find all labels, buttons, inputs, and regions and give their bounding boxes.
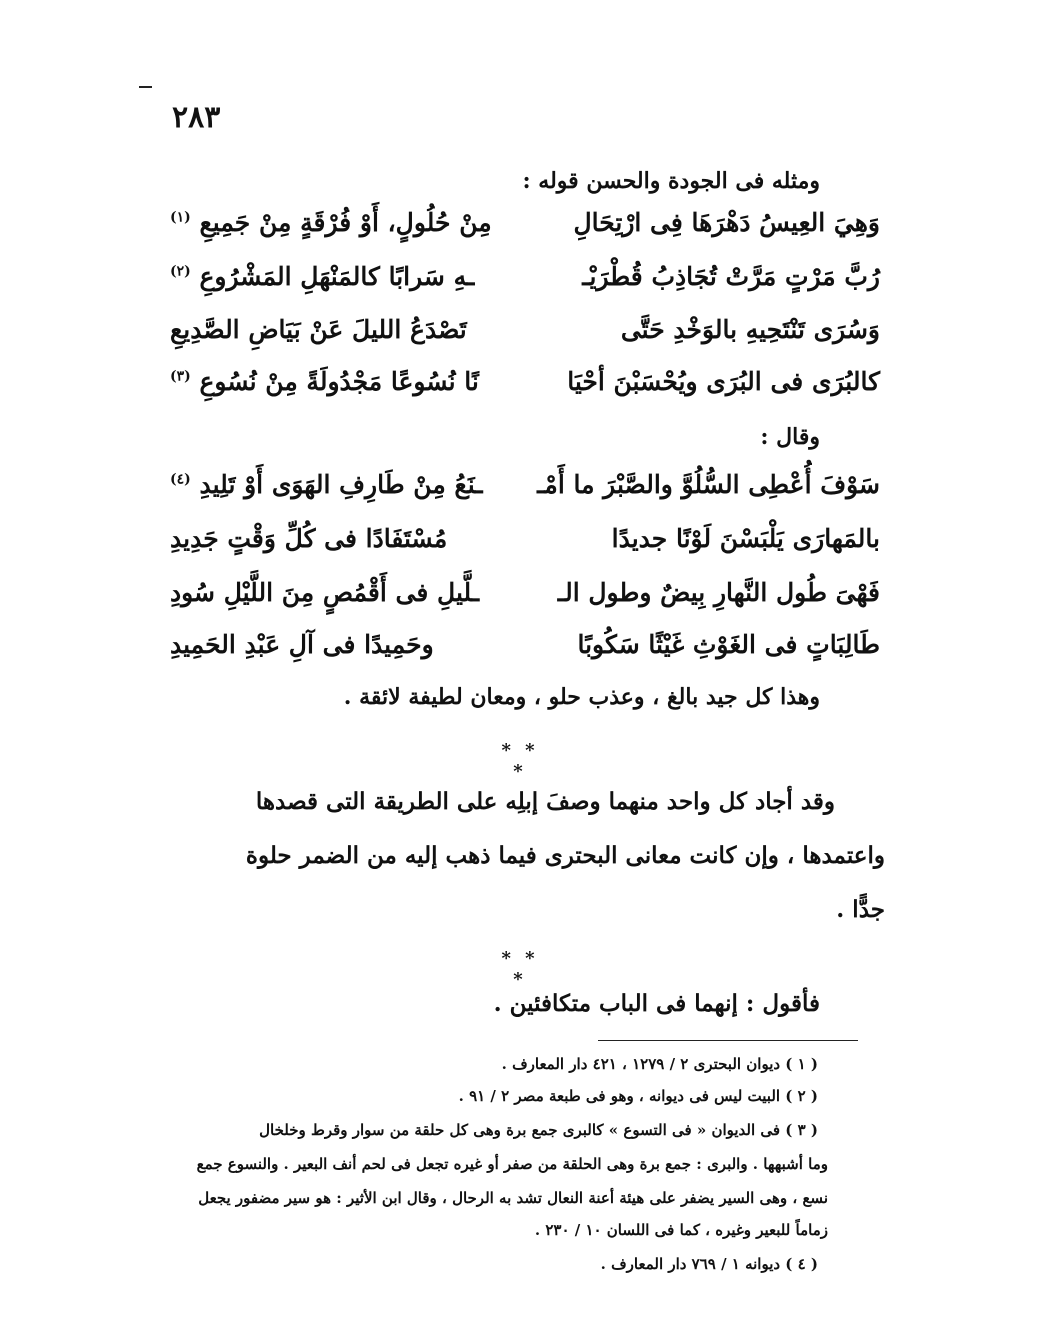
verse-1 [170,208,880,252]
verse-first-hemistich: وَسُرَى تَنْتَحِيهِ بالوَخْدِ حَتَّى [620,315,880,344]
final-line: فأقول : إنهما فى الباب متكافئين . [493,990,820,1017]
footnote-3-line-1: ( ٣ ) فى الديوان « فى التسوع » كالبرى جمع برة وهى كل حلقة من سوار وقرط وخلخال [259,1121,818,1139]
footnote-ref: (١) [170,209,191,226]
verse-6 [170,524,880,568]
verse-second-hemistich: ـنَعُ مِنْ طَارِفِ الهَوَى أَوْ تَلِيدِ $^{(٤)}$ [170,470,483,499]
footnote-3-line-2: وما أشبهها . والبرى : جمع برة وهى الحلقة من صفر أو غيره تجعل فى لحم أنف البعير . والنسوع جمع [196,1155,828,1173]
summary-line: وهذا كل جيد بالغ ، وعذب حلو ، ومعان لطيفة لائقة . [343,684,820,710]
paragraph-line: واعتمدها ، وإن كانت معانى البحترى فيما ذهب إليه من الضمر حلوة [245,842,885,869]
footnote-3-line-3: نسع ، وهى السير يضفر على هيئة أعنة النعال تشد به الرحال ، وقال ابن الأثير : هو سير مضفور يجعل [198,1189,828,1207]
verse-2 [170,262,880,306]
verse-8 [170,630,880,674]
verse-3 [170,315,880,359]
footnote-3-line-4: زماماً للبعير وغيره ، كما فى اللسان ١٠ / ٢٣٠ . [534,1221,828,1239]
page-number: ٢٨٣ [172,100,221,135]
paragraph [165,775,885,937]
verse-second-hemistich: ـهِ سَرابًا كالمَنْهَلِ المَشْرُوعِ $^{(٢)}$ [170,262,475,291]
verse-second-hemistich: مِنْ حُلُولٍ، أَوْ فُرْقَةٍ مِنْ جَمِيعِ $^{(١)}$ [170,208,492,237]
footnote-4: ( ٤ ) ديوانه ١ / ٧٦٩ دار المعارف . [600,1255,818,1273]
paragraph-line: وقد أجاد كل واحد منهما وصفَ إبلِه على الطريقة التى قصدها [255,788,835,815]
verse-first-hemistich: كالبُرَى فى البُرَى ويُحْسَبْنَ أحْيَا [567,367,880,396]
margin-mark [139,86,152,88]
footnote-rule [598,1040,858,1041]
said-line: وقال : [760,424,820,450]
verse-second-hemistich: ـلَّيلِ فى أَقْمُصٍ مِنَ اللَّيْلِ سُودِ [170,578,480,607]
verse-second-hemistich: مُسْتَفَادًا فى كُلِّ وَقْتٍ جَدِيدِ [170,524,448,553]
verse-first-hemistich: سَوْفَ أُعْطِى السُّلُوَّ والصَّبْرَ ما أَمْـ [537,470,880,499]
footnote-ref: (٢) [170,263,191,280]
verse-first-hemistich: وَهِيَ العِيسُ دَهْرَهَا فِى ارْتِحَالِ [573,208,880,237]
verse-first-hemistich: فَهْىَ طُول النَّهارِ بِيضٌ وطول الـ [557,578,880,607]
footnote-1: ( ١ ) ديوان البحترى ٢ / ١٢٧٩ ، ٤٢١ دار المعارف . [501,1055,818,1073]
intro-line: ومثله فى الجودة والحسن قوله : [522,168,820,194]
section-divider: * * * [501,948,539,990]
verse-second-hemistich: تَصْدَعُ الليلَ عَنْ بَيَاضِ الصَّدِيعِ [170,315,467,344]
verse-first-hemistich: رُبَّ مَرْتٍ مَرَّتْ تُجَاذِبُ قُطْرَيْـ [582,262,880,291]
section-divider: * * * [501,740,539,782]
footnote-2: ( ٢ ) البيت ليس فى ديوانه ، وهو فى طبعة مصر ٢ / ٩١ . [458,1087,818,1105]
paragraph-line: جدًّا . [836,896,885,923]
verse-first-hemistich: بالمَهارَى يَلْبَسْنَ لَوْنًا جديدًا [611,524,880,553]
verse-7 [170,578,880,622]
verse-first-hemistich: طَالِبَاتٍ فى الغَوْثِ غَيْثًا سَكُوبًا [577,630,880,659]
footnote-ref: (٣) [170,368,191,385]
footnote-ref: (٤) [170,471,191,488]
verse-4 [170,367,880,411]
verse-second-hemistich: وحَمِيدًا فى آلِ عَبْدِ الحَمِيدِ [170,630,434,659]
verse-second-hemistich: نًا نُسُوعًا مَجْدُولَةً مِنْ نُسُوعِ $^{(٣)}$ [170,367,479,396]
verse-5 [170,470,880,514]
